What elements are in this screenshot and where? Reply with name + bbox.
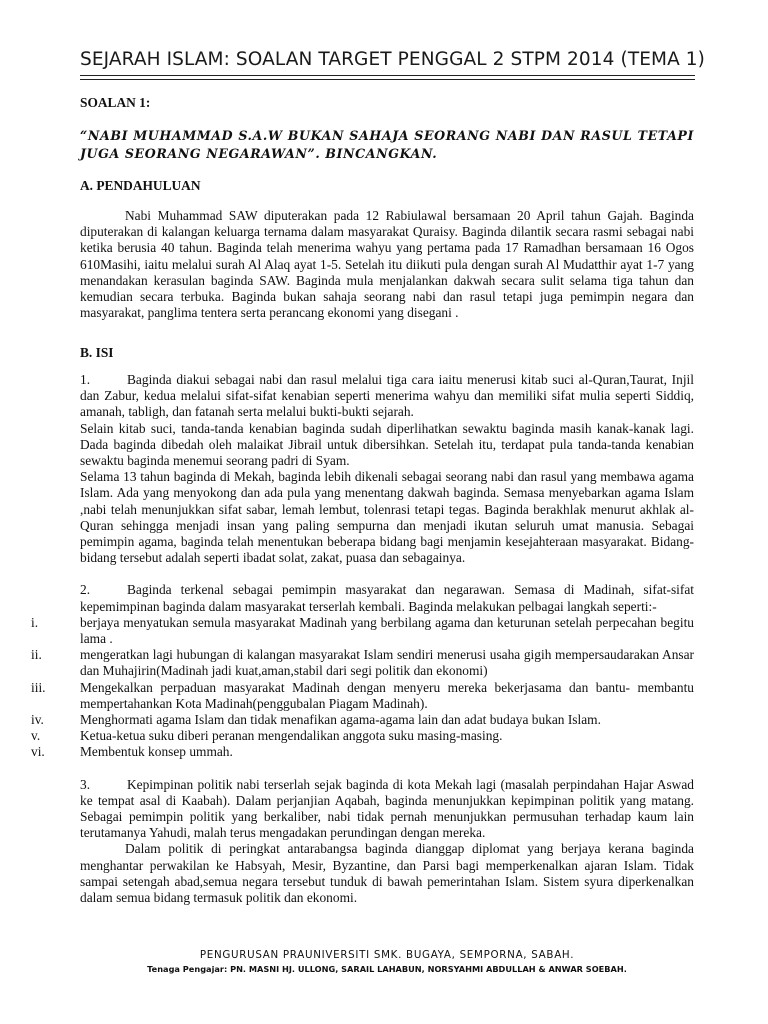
spacer	[80, 761, 694, 777]
list-item	[31, 744, 694, 760]
list-item-text: Menghormati agama Islam dan tidak menafikan agama-agama lain dan adat budaya bukan Islam.	[80, 712, 601, 728]
point-1-number: 1.	[80, 372, 91, 387]
question-text: “NABI MUHAMMAD S.A.W BUKAN SAHAJA SEORANG NABI DAN RASUL TETAPI JUGA SEORANG NEGARAWAN”. BINCANGKAN.	[80, 128, 694, 161]
list-item-text: Mengekalkan perpaduan masyarakat Madinah dengan menyeru mereka bekerjasama dan bantu- membantu mempertahankan Kota Madinah(penggubalan Piagam Madinah).	[80, 679, 694, 711]
list-item	[31, 712, 694, 728]
list-item	[31, 647, 694, 679]
footer-school: PENGURUSAN PRAUNIVERSITI SMK. BUGAYA, SEMPORNA, SABAH.	[199, 949, 575, 961]
point-1-lead	[80, 372, 694, 421]
list-item-numeral: vi.	[31, 744, 45, 760]
point-2-number: 2.	[80, 582, 91, 598]
list-item-text: berjaya menyatukan semula masyarakat Madinah yang berbilang agama dan keturunan setelah perpecahan begitu lama .	[80, 614, 694, 647]
list-item	[31, 614, 694, 647]
soalan-label: SOALAN 1:	[80, 95, 151, 110]
point-2-lead	[80, 582, 694, 614]
point-1-paragraph-3: Selama 13 tahun baginda di Mekah, baginda lebih dikenali sebagai seorang nabi dan rasul yang membawa agama Islam. Ada yang menyokong dan ada pula yang menentang dakwah baginda. Semasa menyebarkan agama Islam ,nabi telah menunjukkan sifat sabar, lemah lembut, tolenrasi tetapi tegas. Baginda berakhlak menurut akhlak al-Quran sehingga menjadi insan yang paling sempurna dan menjadi ikutan seluruh umat manusia. Sebagai pemimpin agama, baginda telah menentukan beberapa bidang bagi menjamin kesejahteraan masyarakat. Bidang- bidang tersebut adalah seperti ibadat solat, zakat, puasa dan sebagainya.	[80, 469, 694, 566]
point-1-paragraph-2: Selain kitab suci, tanda-tanda kenabian baginda sudah diperlihatkan sewaktu baginda masih kanak-kanak lagi. Dada baginda dibedah oleh malaikat Jibrail untuk dibersihkan. Setelah itu, terdapat pula tanda-tanda kenabian sewaktu baginda menemui seorang padri di Syam.	[80, 420, 694, 469]
introduction-paragraph: Nabi Muhammad SAW diputerakan pada 12 Rabiulawal bersamaan 20 April tahun Gajah. Baginda diputerakan di kalangan keluarga ternama dalam masyarakat Quraisy. Baginda dilantik secara rasmi sebagai nabi ketika berusia 40 tahun. Baginda telah menerima wahyu yang pertama pada 17 Ramadhan bersamaan 16 Ogos 610Masihi, iaitu melalui surah Al Alaq ayat 1-5. Setelah itu diikuti pula dengan surah Al Mudatthir ayat 1-7 yang menandakan kerasulan baginda SAW. Baginda mula menjalankan dakwah secara sulit selama tiga tahun dan kemudian secara terbuka. Baginda bukan sahaja seorang nabi dan rasul tetapi juga pemimpin negara dan masyarakat, panglima tentera serta perancang ekonomi yang disegani .	[80, 208, 694, 321]
section-a-heading: A. PENDAHULUAN	[80, 178, 201, 193]
list-item-text: Ketua-ketua suku diberi peranan mengendalikan anggota suku masing-masing.	[80, 728, 503, 744]
list-item-text: mengeratkan lagi hubungan di kalangan masyarakat Islam sendiri menerusi usaha gigih mempersaudarakan Ansar dan Muhajirin(Madinah jadi kuat,aman,stabil dari segi politik dan ekonomi)	[80, 647, 694, 679]
point-3-lead	[80, 777, 694, 842]
introduction-section	[80, 208, 694, 321]
list-item-numeral: iii.	[31, 679, 46, 695]
list-item-numeral: v.	[31, 728, 41, 744]
point-2-text: Baginda terkenal sebagai pemimpin masyarakat dan negarawan. Semasa di Madinah, sifat-sifat kepemimpinan baginda dalam masyarakat terserlah kembali. Baginda melakukan pelbagai langkah seperti:-	[80, 582, 694, 614]
list-item	[31, 728, 694, 744]
footer-teachers: Tenaga Pengajar: PN. MASNI HJ. ULLONG, SARAIL LAHABUN, NORSYAHMI ABDULLAH & ANWAR SOEBAH.	[147, 964, 627, 974]
list-item	[31, 679, 694, 712]
point-1-text: Baginda diakui sebagai nabi dan rasul melalui tiga cara iaitu menerusi kitab suci al-Quran,Taurat, Injil dan Zabur, kedua melalui sifat-sifat kenabian seperti menerima wahyu dan memiliki sifat mulia seperti Siddiq, amanah, tabligh, dan fatanah serta melalui bukti-bukti sejarah.	[80, 372, 694, 420]
document-title: SEJARAH ISLAM: SOALAN TARGET PENGGAL 2 STPM 2014 (TEMA 1)	[80, 49, 705, 70]
list-item-numeral: i.	[31, 614, 39, 630]
title-underline-top	[80, 75, 695, 76]
spacer	[80, 566, 694, 582]
point-2-list	[31, 614, 694, 761]
point-3-text: Kepimpinan politik nabi terserlah sejak baginda di kota Mekah lagi (masalah perpindahan Hajar Aswad ke tempat asal di Kaabah). Dalam perjanjian Aqabah, baginda menunjukkan kepimpinan politik yang matang. Sebagai pemimpin politik yang berkaliber, nabi tidak pernah menunjukkan permusuhan terhadap kaum lain terutamanya Yahudi, malah terus mengadakan perundingan dengan mereka.	[80, 776, 694, 841]
list-item-numeral: iv.	[31, 712, 44, 728]
isi-section	[31, 372, 694, 906]
list-item-numeral: ii.	[31, 647, 42, 663]
point-3-number: 3.	[80, 776, 91, 792]
title-underline-bottom	[80, 79, 695, 80]
list-item-text: Membentuk konsep ummah.	[80, 744, 233, 760]
point-3-paragraph-2: Dalam politik di peringkat antarabangsa baginda dianggap diplomat yang berjaya kerana baginda menghantar perwakilan ke Habsyah, Mesir, Byzantine, dan Parsi bagi memperkenalkan ajaran Islam. Tidak sampai setengah abad,semua negara tersebut tunduk di bawah pemerintahan Islam. Sistem syura diperkenalkan dalam semua bidang termasuk politik dan ekonomi.	[80, 841, 694, 906]
section-b-heading: B. ISI	[80, 345, 114, 360]
